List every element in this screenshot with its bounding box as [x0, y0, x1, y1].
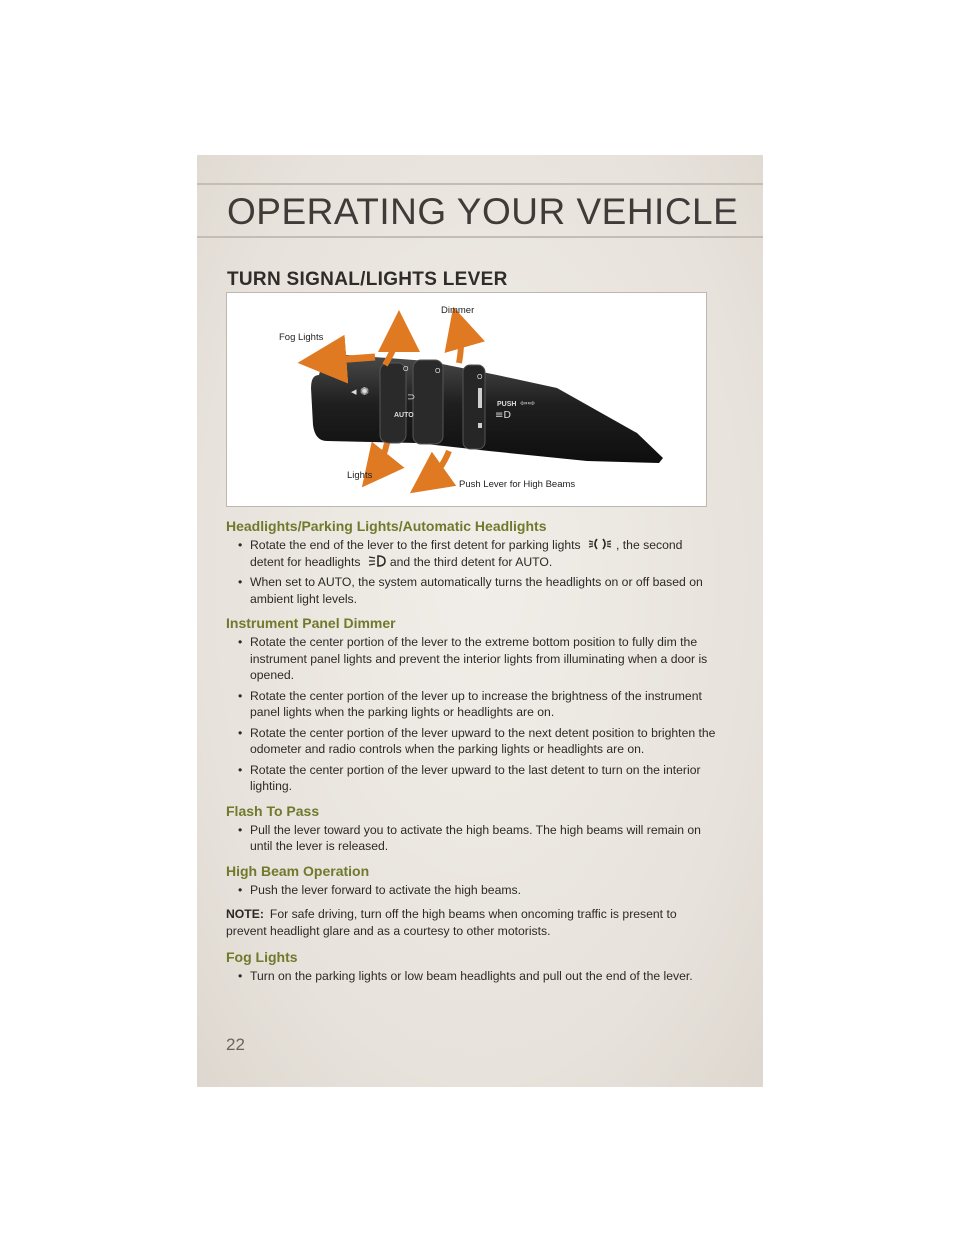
section-title: OPERATING YOUR VEHICLE [227, 191, 739, 232]
dimmer-heading: Instrument Panel Dimmer [226, 615, 396, 631]
dimmer-rotate-arrow-up [459, 327, 461, 363]
lever-push-text: PUSH [497, 401, 517, 408]
flash-heading: Flash To Pass [226, 802, 320, 819]
headlights-item1-text-b: , the second detent for headlights [250, 538, 683, 569]
lever-off-text-a: O [403, 366, 409, 373]
lights-rotate-arrow-down [375, 443, 387, 471]
dimmer-dot [478, 423, 482, 428]
parking-lights-icon [588, 537, 612, 551]
lever-figure [226, 292, 707, 507]
headlights-icon [368, 554, 386, 568]
list-item: • Rotate the center portion of the lever upward to the next detent position to brighten the odometer and radio controls when the parking lights or headlights are on. [226, 725, 716, 758]
note-label: NOTE: [226, 907, 264, 921]
fog-heading: Fog Lights [226, 949, 298, 965]
list-item: • Rotate the center portion of the lever to the extreme bottom position to fully dim the instrument panel lights and prevent the interior lights from illuminating when a door is opened. [226, 634, 716, 684]
list-item: • Turn on the parking lights or low beam headlights and pull out the end of the lever. [226, 968, 716, 985]
list-item: • Push the lever forward to activate the high beams. [226, 882, 716, 899]
note-text: For safe driving, turn off the high beams when oncoming traffic is present to prevent headlight glare and as a courtesy to other motorists. [226, 907, 677, 938]
lever-auto-text: AUTO [394, 412, 414, 419]
list-item [226, 537, 716, 570]
highbeam-list [226, 882, 716, 899]
lever-body [311, 355, 663, 463]
headlights-item1-text-a: Rotate the end of the lever to the first detent for parking lights [250, 538, 581, 552]
label-fog-lights: Fog Lights [279, 332, 324, 343]
headlights-item1-text-c: and the third detent for AUTO. [389, 554, 553, 569]
article-heading: TURN SIGNAL/LIGHTS LEVER [227, 269, 508, 290]
lever-off-text-c: O [477, 374, 483, 381]
list-item: • Rotate the center portion of the lever upward to the last detent to turn on the interior lighting. [226, 762, 716, 795]
label-dimmer: Dimmer [441, 305, 475, 316]
lever-ring-1 [380, 363, 406, 443]
page-number: 22 [226, 1035, 245, 1054]
lever-illustration [227, 293, 706, 506]
label-push-lever: Push Lever for High Beams [459, 479, 576, 490]
list-item: • When set to AUTO, the system automatically turns the headlights on or off based on ambient light levels. [226, 574, 716, 607]
high-beam-symbol: ≡D [495, 410, 512, 421]
flash-list [226, 822, 716, 855]
lever-off-text-b: O [435, 368, 441, 375]
dimmer-scale [478, 388, 482, 408]
highbeam-heading: High Beam Operation [226, 862, 370, 879]
list-item: • Rotate the center portion of the lever up to increase the brightness of the instrument panel lights when the parking lights or headlights are on. [226, 688, 716, 721]
fog-list [226, 968, 716, 985]
section-flash-to-pass [226, 803, 716, 855]
dimmer-rotate-arrow-down [427, 451, 449, 481]
section-fog-lights [226, 949, 716, 985]
list-item: • Pull the lever toward you to activate the high beams. The high beams will remain on until the lever is released. [226, 822, 716, 855]
page-content [226, 518, 716, 993]
label-lights: Lights [347, 470, 373, 481]
headlights-heading: Headlights/Parking Lights/Automatic Headlights [226, 518, 547, 534]
top-divider [197, 183, 763, 185]
headlights-list [226, 537, 716, 607]
section-high-beam [226, 863, 716, 940]
headlight-symbol: ⊃ [407, 392, 416, 403]
turn-signal-symbol: ⇦⇨ [520, 399, 536, 409]
section-headlights [226, 518, 716, 607]
note-paragraph [226, 906, 716, 939]
title-divider [197, 236, 763, 238]
fog-lights-symbol: ◂ ✺ [351, 385, 370, 398]
section-dimmer [226, 615, 716, 795]
dimmer-list [226, 634, 716, 795]
fog-lights-arrow [322, 357, 375, 361]
manual-page [197, 155, 763, 1087]
